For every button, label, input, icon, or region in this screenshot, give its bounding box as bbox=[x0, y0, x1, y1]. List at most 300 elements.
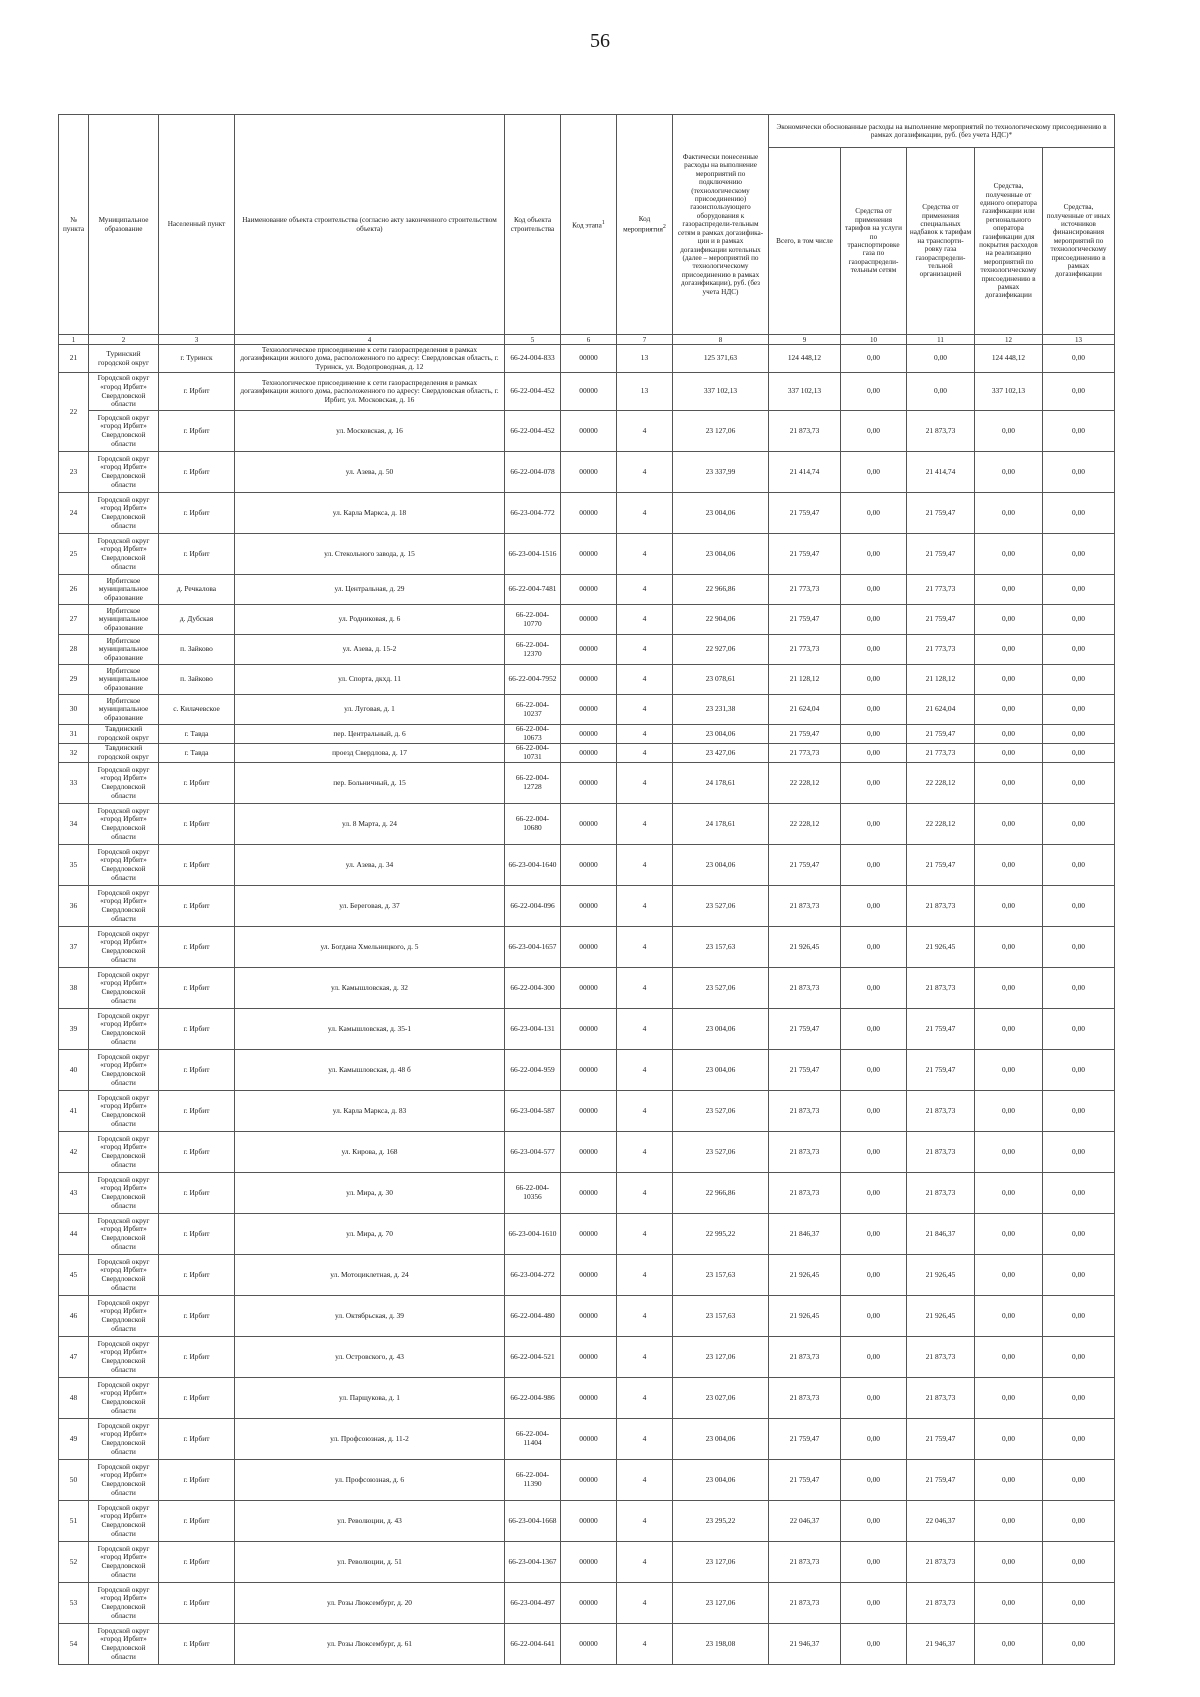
object-name: пер. Больничный, д. 15 bbox=[235, 763, 505, 804]
stage-code: 00000 bbox=[561, 1337, 617, 1378]
column-number: 7 bbox=[617, 335, 673, 345]
row-number: 22 bbox=[59, 373, 89, 452]
total-costs: 21 873,73 bbox=[769, 886, 841, 927]
other-funds: 0,00 bbox=[1043, 1009, 1115, 1050]
other-funds: 0,00 bbox=[1043, 1624, 1115, 1665]
row-number: 30 bbox=[59, 695, 89, 725]
measure-code: 4 bbox=[617, 605, 673, 635]
total-costs: 21 926,45 bbox=[769, 1296, 841, 1337]
municipality: Ирбитское муниципальное образование bbox=[89, 695, 159, 725]
tariff-funds: 0,00 bbox=[841, 1542, 907, 1583]
object-code: 66-22-004-452 bbox=[505, 411, 561, 452]
actual-costs: 23 231,38 bbox=[673, 695, 769, 725]
settlement: г. Ирбит bbox=[159, 1132, 235, 1173]
settlement: п. Зайково bbox=[159, 665, 235, 695]
header-operator-funds: Средства, полученные от единого оператора газификации или регионального оператора газификации для покрытия расходов на реализацию мероприятий по технологическому присоединению в рамках догазификации bbox=[975, 148, 1043, 335]
operator-funds: 0,00 bbox=[975, 968, 1043, 1009]
stage-code: 00000 bbox=[561, 1419, 617, 1460]
total-costs: 21 873,73 bbox=[769, 411, 841, 452]
actual-costs: 24 178,61 bbox=[673, 763, 769, 804]
actual-costs: 23 127,06 bbox=[673, 411, 769, 452]
measure-code: 4 bbox=[617, 927, 673, 968]
tariff-funds: 0,00 bbox=[841, 1050, 907, 1091]
row-number: 40 bbox=[59, 1050, 89, 1091]
table-row bbox=[59, 1091, 1115, 1132]
header-row-1 bbox=[59, 115, 1115, 148]
row-number: 23 bbox=[59, 452, 89, 493]
object-name: пер. Центральный, д. 6 bbox=[235, 725, 505, 744]
other-funds: 0,00 bbox=[1043, 744, 1115, 763]
actual-costs: 23 004,06 bbox=[673, 1460, 769, 1501]
table-row bbox=[59, 1009, 1115, 1050]
actual-costs: 23 337,99 bbox=[673, 452, 769, 493]
stage-code: 00000 bbox=[561, 695, 617, 725]
table-row bbox=[59, 373, 1115, 411]
stage-code: 00000 bbox=[561, 575, 617, 605]
tariff-funds: 0,00 bbox=[841, 452, 907, 493]
settlement: г. Ирбит bbox=[159, 1173, 235, 1214]
operator-funds: 0,00 bbox=[975, 1501, 1043, 1542]
row-number: 46 bbox=[59, 1296, 89, 1337]
object-name: ул. Мира, д. 30 bbox=[235, 1173, 505, 1214]
stage-code: 00000 bbox=[561, 1460, 617, 1501]
operator-funds: 0,00 bbox=[975, 493, 1043, 534]
row-number: 31 bbox=[59, 725, 89, 744]
actual-costs: 23 527,06 bbox=[673, 886, 769, 927]
measure-code: 13 bbox=[617, 345, 673, 373]
settlement: г. Ирбит bbox=[159, 1296, 235, 1337]
actual-costs: 23 198,08 bbox=[673, 1624, 769, 1665]
other-funds: 0,00 bbox=[1043, 1132, 1115, 1173]
surcharge-funds: 21 759,47 bbox=[907, 1009, 975, 1050]
municipality: Городской округ «город Ирбит» Свердловской области bbox=[89, 1337, 159, 1378]
object-code: 66-23-004-131 bbox=[505, 1009, 561, 1050]
surcharge-funds: 22 046,37 bbox=[907, 1501, 975, 1542]
object-code: 66-22-004-10680 bbox=[505, 804, 561, 845]
total-costs: 22 228,12 bbox=[769, 763, 841, 804]
operator-funds: 0,00 bbox=[975, 452, 1043, 493]
object-name: Технологическое присоединение к сети газораспределения в рамках догазификации жилого дома, расположенного по адресу: Свердловская область, г. Туринск, ул. Водопроводная, д. 12 bbox=[235, 345, 505, 373]
tariff-funds: 0,00 bbox=[841, 1337, 907, 1378]
municipality: Городской округ «город Ирбит» Свердловской области bbox=[89, 1460, 159, 1501]
operator-funds: 124 448,12 bbox=[975, 345, 1043, 373]
table-row bbox=[59, 1214, 1115, 1255]
total-costs: 21 773,73 bbox=[769, 744, 841, 763]
row-number: 33 bbox=[59, 763, 89, 804]
stage-code: 00000 bbox=[561, 493, 617, 534]
object-name: ул. Береговая, д. 37 bbox=[235, 886, 505, 927]
row-number: 41 bbox=[59, 1091, 89, 1132]
object-name: ул. Азева, д. 15-2 bbox=[235, 635, 505, 665]
object-code: 66-23-004-497 bbox=[505, 1583, 561, 1624]
object-code: 66-22-004-10770 bbox=[505, 605, 561, 635]
settlement: г. Ирбит bbox=[159, 1460, 235, 1501]
object-name: ул. 8 Марта, д. 24 bbox=[235, 804, 505, 845]
page-number: 56 bbox=[590, 30, 610, 52]
object-code: 66-22-004-959 bbox=[505, 1050, 561, 1091]
row-number: 54 bbox=[59, 1624, 89, 1665]
stage-code: 00000 bbox=[561, 1501, 617, 1542]
object-name: ул. Мотоциклетная, д. 24 bbox=[235, 1255, 505, 1296]
table-row bbox=[59, 744, 1115, 763]
total-costs: 21 759,47 bbox=[769, 1009, 841, 1050]
actual-costs: 24 178,61 bbox=[673, 804, 769, 845]
surcharge-funds: 21 759,47 bbox=[907, 845, 975, 886]
tariff-funds: 0,00 bbox=[841, 804, 907, 845]
tariff-funds: 0,00 bbox=[841, 725, 907, 744]
settlement: г. Ирбит bbox=[159, 1214, 235, 1255]
settlement: г. Тавда bbox=[159, 725, 235, 744]
actual-costs: 23 157,63 bbox=[673, 1255, 769, 1296]
measure-code: 4 bbox=[617, 695, 673, 725]
total-costs: 22 046,37 bbox=[769, 1501, 841, 1542]
operator-funds: 0,00 bbox=[975, 1091, 1043, 1132]
settlement: г. Ирбит bbox=[159, 373, 235, 411]
tariff-funds: 0,00 bbox=[841, 968, 907, 1009]
operator-funds: 0,00 bbox=[975, 927, 1043, 968]
municipality: Тавдинский городской округ bbox=[89, 725, 159, 744]
row-number: 47 bbox=[59, 1337, 89, 1378]
tariff-funds: 0,00 bbox=[841, 534, 907, 575]
total-costs: 21 759,47 bbox=[769, 1419, 841, 1460]
table-row bbox=[59, 1050, 1115, 1091]
object-code: 66-23-004-1668 bbox=[505, 1501, 561, 1542]
settlement: г. Ирбит bbox=[159, 1419, 235, 1460]
stage-code: 00000 bbox=[561, 763, 617, 804]
municipality: Городской округ «город Ирбит» Свердловской области bbox=[89, 373, 159, 411]
other-funds: 0,00 bbox=[1043, 763, 1115, 804]
row-number: 25 bbox=[59, 534, 89, 575]
municipality: Городской округ «город Ирбит» Свердловской области bbox=[89, 927, 159, 968]
column-number: 1 bbox=[59, 335, 89, 345]
other-funds: 0,00 bbox=[1043, 1542, 1115, 1583]
actual-costs: 23 004,06 bbox=[673, 725, 769, 744]
table-row bbox=[59, 725, 1115, 744]
table-row bbox=[59, 695, 1115, 725]
municipality: Городской округ «город Ирбит» Свердловской области bbox=[89, 1050, 159, 1091]
table-row bbox=[59, 345, 1115, 373]
other-funds: 0,00 bbox=[1043, 927, 1115, 968]
operator-funds: 0,00 bbox=[975, 1419, 1043, 1460]
tariff-funds: 0,00 bbox=[841, 1624, 907, 1665]
stage-code: 00000 bbox=[561, 1091, 617, 1132]
stage-code: 00000 bbox=[561, 452, 617, 493]
tariff-funds: 0,00 bbox=[841, 763, 907, 804]
tariff-funds: 0,00 bbox=[841, 411, 907, 452]
table-row bbox=[59, 1419, 1115, 1460]
actual-costs: 23 004,06 bbox=[673, 845, 769, 886]
column-number: 13 bbox=[1043, 335, 1115, 345]
object-code: 66-23-004-1657 bbox=[505, 927, 561, 968]
header-economic-costs: Экономически обоснованные расходы на выполнение мероприятий по технологическому присоединению в рамках догазификации, руб. (без учета НДС)* bbox=[769, 115, 1115, 148]
row-number: 26 bbox=[59, 575, 89, 605]
settlement: г. Ирбит bbox=[159, 1255, 235, 1296]
row-number: 42 bbox=[59, 1132, 89, 1173]
column-number: 12 bbox=[975, 335, 1043, 345]
municipality: Городской округ «город Ирбит» Свердловской области bbox=[89, 845, 159, 886]
table-row bbox=[59, 804, 1115, 845]
total-costs: 21 773,73 bbox=[769, 635, 841, 665]
municipality: Ирбитское муниципальное образование bbox=[89, 575, 159, 605]
object-code: 66-23-004-1367 bbox=[505, 1542, 561, 1583]
tariff-funds: 0,00 bbox=[841, 1583, 907, 1624]
other-funds: 0,00 bbox=[1043, 665, 1115, 695]
surcharge-funds: 21 846,37 bbox=[907, 1214, 975, 1255]
row-number: 48 bbox=[59, 1378, 89, 1419]
row-number: 45 bbox=[59, 1255, 89, 1296]
tariff-funds: 0,00 bbox=[841, 605, 907, 635]
total-costs: 21 873,73 bbox=[769, 1583, 841, 1624]
object-code: 66-22-004-12370 bbox=[505, 635, 561, 665]
other-funds: 0,00 bbox=[1043, 1214, 1115, 1255]
total-costs: 21 846,37 bbox=[769, 1214, 841, 1255]
measure-code: 4 bbox=[617, 1091, 673, 1132]
object-code: 66-22-004-521 bbox=[505, 1337, 561, 1378]
measure-code: 4 bbox=[617, 886, 673, 927]
municipality: Городской округ «город Ирбит» Свердловской области bbox=[89, 411, 159, 452]
other-funds: 0,00 bbox=[1043, 411, 1115, 452]
stage-code: 00000 bbox=[561, 345, 617, 373]
table-row bbox=[59, 605, 1115, 635]
header-municipality: Муниципальное образование bbox=[89, 115, 159, 335]
row-number: 50 bbox=[59, 1460, 89, 1501]
actual-costs: 23 427,06 bbox=[673, 744, 769, 763]
surcharge-funds: 21 946,37 bbox=[907, 1624, 975, 1665]
settlement: г. Ирбит bbox=[159, 968, 235, 1009]
operator-funds: 337 102,13 bbox=[975, 373, 1043, 411]
table-row bbox=[59, 1378, 1115, 1419]
other-funds: 0,00 bbox=[1043, 534, 1115, 575]
surcharge-funds: 21 773,73 bbox=[907, 635, 975, 665]
object-code: 66-22-004-10237 bbox=[505, 695, 561, 725]
measure-code: 4 bbox=[617, 725, 673, 744]
object-name: ул. Луговая, д. 1 bbox=[235, 695, 505, 725]
object-code: 66-23-004-577 bbox=[505, 1132, 561, 1173]
object-code: 66-22-004-096 bbox=[505, 886, 561, 927]
actual-costs: 23 157,63 bbox=[673, 927, 769, 968]
operator-funds: 0,00 bbox=[975, 1214, 1043, 1255]
total-costs: 21 873,73 bbox=[769, 1173, 841, 1214]
tariff-funds: 0,00 bbox=[841, 345, 907, 373]
object-code: 66-23-004-272 bbox=[505, 1255, 561, 1296]
table-row bbox=[59, 845, 1115, 886]
stage-code: 00000 bbox=[561, 534, 617, 575]
total-costs: 21 873,73 bbox=[769, 1337, 841, 1378]
measure-code: 4 bbox=[617, 1337, 673, 1378]
stage-code: 00000 bbox=[561, 744, 617, 763]
operator-funds: 0,00 bbox=[975, 1337, 1043, 1378]
measure-code: 4 bbox=[617, 1501, 673, 1542]
column-number: 10 bbox=[841, 335, 907, 345]
surcharge-funds: 21 759,47 bbox=[907, 1460, 975, 1501]
other-funds: 0,00 bbox=[1043, 373, 1115, 411]
measure-code: 4 bbox=[617, 1624, 673, 1665]
tariff-funds: 0,00 bbox=[841, 1132, 907, 1173]
tariff-funds: 0,00 bbox=[841, 1009, 907, 1050]
column-number: 11 bbox=[907, 335, 975, 345]
tariff-funds: 0,00 bbox=[841, 575, 907, 605]
table-row bbox=[59, 1132, 1115, 1173]
actual-costs: 23 004,06 bbox=[673, 1419, 769, 1460]
total-costs: 22 228,12 bbox=[769, 804, 841, 845]
municipality: Городской округ «город Ирбит» Свердловской области bbox=[89, 1419, 159, 1460]
surcharge-funds: 21 926,45 bbox=[907, 927, 975, 968]
object-name: ул. Камышловская, д. 48 б bbox=[235, 1050, 505, 1091]
total-costs: 21 759,47 bbox=[769, 725, 841, 744]
header-settlement: Населенный пункт bbox=[159, 115, 235, 335]
settlement: г. Туринск bbox=[159, 345, 235, 373]
object-name: ул. Революции, д. 51 bbox=[235, 1542, 505, 1583]
row-number: 32 bbox=[59, 744, 89, 763]
object-code: 66-22-004-078 bbox=[505, 452, 561, 493]
municipality: Ирбитское муниципальное образование bbox=[89, 605, 159, 635]
object-code: 66-22-004-452 bbox=[505, 373, 561, 411]
other-funds: 0,00 bbox=[1043, 695, 1115, 725]
table-row bbox=[59, 1173, 1115, 1214]
actual-costs: 23 527,06 bbox=[673, 1132, 769, 1173]
object-code: 66-23-004-1610 bbox=[505, 1214, 561, 1255]
measure-code: 4 bbox=[617, 763, 673, 804]
object-name: ул. Богдана Хмельницкого, д. 5 bbox=[235, 927, 505, 968]
operator-funds: 0,00 bbox=[975, 605, 1043, 635]
object-name: ул. Розы Люксембург, д. 61 bbox=[235, 1624, 505, 1665]
table-row bbox=[59, 493, 1115, 534]
total-costs: 21 873,73 bbox=[769, 1378, 841, 1419]
object-code: 66-22-004-300 bbox=[505, 968, 561, 1009]
object-name: ул. Спорта, дкхд. 11 bbox=[235, 665, 505, 695]
tariff-funds: 0,00 bbox=[841, 927, 907, 968]
object-code: 66-22-004-10731 bbox=[505, 744, 561, 763]
operator-funds: 0,00 bbox=[975, 1132, 1043, 1173]
surcharge-funds: 21 926,45 bbox=[907, 1255, 975, 1296]
object-code: 66-22-004-11390 bbox=[505, 1460, 561, 1501]
surcharge-funds: 21 759,47 bbox=[907, 493, 975, 534]
operator-funds: 0,00 bbox=[975, 695, 1043, 725]
operator-funds: 0,00 bbox=[975, 1624, 1043, 1665]
stage-code: 00000 bbox=[561, 373, 617, 411]
surcharge-funds: 21 873,73 bbox=[907, 968, 975, 1009]
stage-code: 00000 bbox=[561, 1009, 617, 1050]
object-code: 66-23-004-1516 bbox=[505, 534, 561, 575]
stage-code: 00000 bbox=[561, 1173, 617, 1214]
total-costs: 21 624,04 bbox=[769, 695, 841, 725]
object-code: 66-22-004-641 bbox=[505, 1624, 561, 1665]
row-number: 43 bbox=[59, 1173, 89, 1214]
total-costs: 124 448,12 bbox=[769, 345, 841, 373]
operator-funds: 0,00 bbox=[975, 665, 1043, 695]
surcharge-funds: 0,00 bbox=[907, 345, 975, 373]
surcharge-funds: 21 873,73 bbox=[907, 1337, 975, 1378]
operator-funds: 0,00 bbox=[975, 1378, 1043, 1419]
object-code: 66-22-004-7481 bbox=[505, 575, 561, 605]
surcharge-funds: 21 773,73 bbox=[907, 744, 975, 763]
total-costs: 21 759,47 bbox=[769, 534, 841, 575]
stage-code: 00000 bbox=[561, 886, 617, 927]
actual-costs: 22 904,06 bbox=[673, 605, 769, 635]
table-row bbox=[59, 927, 1115, 968]
actual-costs: 22 966,86 bbox=[673, 1173, 769, 1214]
surcharge-funds: 21 128,12 bbox=[907, 665, 975, 695]
actual-costs: 22 966,86 bbox=[673, 575, 769, 605]
table-row bbox=[59, 1542, 1115, 1583]
row-number: 24 bbox=[59, 493, 89, 534]
row-number: 51 bbox=[59, 1501, 89, 1542]
other-funds: 0,00 bbox=[1043, 886, 1115, 927]
header-total: Всего, в том числе bbox=[769, 148, 841, 335]
measure-code: 4 bbox=[617, 493, 673, 534]
measure-code: 4 bbox=[617, 744, 673, 763]
total-costs: 21 759,47 bbox=[769, 605, 841, 635]
measure-code: 4 bbox=[617, 968, 673, 1009]
other-funds: 0,00 bbox=[1043, 575, 1115, 605]
stage-code: 00000 bbox=[561, 635, 617, 665]
object-name: ул. Родниковая, д. 6 bbox=[235, 605, 505, 635]
municipality: Городской округ «город Ирбит» Свердловской области bbox=[89, 452, 159, 493]
measure-code: 4 bbox=[617, 1378, 673, 1419]
tariff-funds: 0,00 bbox=[841, 744, 907, 763]
object-name: Технологическое присоединение к сети газораспределения в рамках догазификации жилого дома, расположенного по адресу: Свердловская область, г. Ирбит, ул. Московская, д. 16 bbox=[235, 373, 505, 411]
other-funds: 0,00 bbox=[1043, 845, 1115, 886]
municipality: Городской округ «город Ирбит» Свердловской области bbox=[89, 1009, 159, 1050]
object-name: ул. Азева, д. 34 bbox=[235, 845, 505, 886]
operator-funds: 0,00 bbox=[975, 1460, 1043, 1501]
actual-costs: 23 004,06 bbox=[673, 1050, 769, 1091]
other-funds: 0,00 bbox=[1043, 968, 1115, 1009]
object-name: ул. Карла Маркса, д. 83 bbox=[235, 1091, 505, 1132]
table-row bbox=[59, 1624, 1115, 1665]
surcharge-funds: 21 759,47 bbox=[907, 725, 975, 744]
municipality: Городской округ «город Ирбит» Свердловской области bbox=[89, 763, 159, 804]
surcharge-funds: 0,00 bbox=[907, 373, 975, 411]
operator-funds: 0,00 bbox=[975, 886, 1043, 927]
other-funds: 0,00 bbox=[1043, 1337, 1115, 1378]
header-measure-code: Код мероприятия$^2$ bbox=[617, 115, 673, 335]
measure-code: 13 bbox=[617, 373, 673, 411]
column-number: 4 bbox=[235, 335, 505, 345]
actual-costs: 23 027,06 bbox=[673, 1378, 769, 1419]
table-body bbox=[59, 345, 1115, 1665]
tariff-funds: 0,00 bbox=[841, 1378, 907, 1419]
other-funds: 0,00 bbox=[1043, 635, 1115, 665]
header-surcharge-funds: Средства от применения специальных надбавок к тарифам на транспорти-ровку газа газораспредели-тельной организацией bbox=[907, 148, 975, 335]
header-stage-code: Код этапа$^1$ bbox=[561, 115, 617, 335]
settlement: г. Ирбит bbox=[159, 411, 235, 452]
stage-code: 00000 bbox=[561, 725, 617, 744]
operator-funds: 0,00 bbox=[975, 1050, 1043, 1091]
municipality: Городской округ «город Ирбит» Свердловской области bbox=[89, 1255, 159, 1296]
municipality: Городской округ «город Ирбит» Свердловской области bbox=[89, 968, 159, 1009]
settlement: г. Ирбит bbox=[159, 1378, 235, 1419]
actual-costs: 23 527,06 bbox=[673, 1091, 769, 1132]
table-row bbox=[59, 1296, 1115, 1337]
stage-code: 00000 bbox=[561, 804, 617, 845]
operator-funds: 0,00 bbox=[975, 575, 1043, 605]
settlement: г. Ирбит bbox=[159, 763, 235, 804]
total-costs: 337 102,13 bbox=[769, 373, 841, 411]
object-code: 66-24-004-833 bbox=[505, 345, 561, 373]
surcharge-funds: 21 873,73 bbox=[907, 1583, 975, 1624]
stage-code: 00000 bbox=[561, 1583, 617, 1624]
row-number: 34 bbox=[59, 804, 89, 845]
other-funds: 0,00 bbox=[1043, 1583, 1115, 1624]
object-name: ул. Карла Маркса, д. 18 bbox=[235, 493, 505, 534]
row-number: 27 bbox=[59, 605, 89, 635]
surcharge-funds: 21 759,47 bbox=[907, 1050, 975, 1091]
measure-code: 4 bbox=[617, 1214, 673, 1255]
actual-costs: 337 102,13 bbox=[673, 373, 769, 411]
tariff-funds: 0,00 bbox=[841, 1501, 907, 1542]
row-number: 49 bbox=[59, 1419, 89, 1460]
